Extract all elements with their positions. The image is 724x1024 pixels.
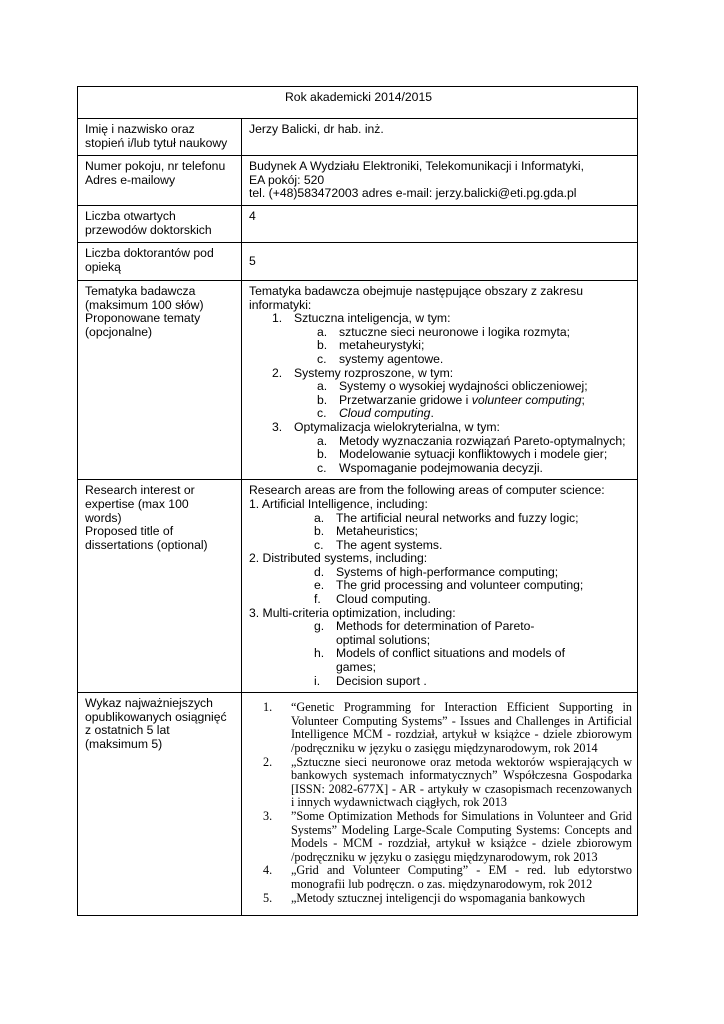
topic-group-title: 1. Artificial Intelligence, including: [249,496,428,511]
list-item: c. The agent systems. [314,537,443,552]
open-slots-value: 4 [242,206,638,243]
phd-students-label: Liczba doktorantów pod opieką [78,243,242,281]
topic-group-title: 3. Multi-criteria optimization, including: [249,605,456,620]
topics-pl-value: Tematyka badawcza obejmuje następujące obszary z zakresu informatyki: 1. Sztuczna inteligencja, w tym: a. sztuczne sieci neuronowe i logika rozmyta; b. metaheurystyki; c. systemy agentowe. 2. Systemy rozproszone, w tym: a. Systemy o wysokiej wydajności obliczeniowej; b. Przetwarzanie gridowe i volunteer computing; c. Cloud computing. 3. Optymalizacja wielokryterialna, w tym: a. Metody wyznaczania rozwiązań Pareto-optymalnych; b. Modelowanie sytuacji konfliktowych i modele gier; c. Wspomaganie podejmowania decyzji. [242,281,638,480]
list-item: c. Cloud computing. [317,406,434,421]
topics-pl-label: Tematyka badawcza (maksimum 100 słów) Proponowane tematy (opcjonalne) [78,281,242,480]
list-item: c. Wspomaganie podejmowania decyzji. [317,460,543,475]
publications-value [242,693,638,916]
list-item: c. systemy agentowe. [317,351,444,366]
open-slots-label: Liczba otwartych przewodów doktorskich [78,206,242,243]
list-item: g. Methods for determination of Pareto-optimal solutions; [314,619,535,647]
topics-en-label: Research interest or expertise (max 100 words) Proposed title of dissertations (optional) [78,480,242,693]
topics-pl-list [249,312,632,475]
list-item: d. Systems of high-performance computing; [314,564,559,579]
publication-item: 5. „Metody sztucznej inteligencji do wspomagania bankowych [263,890,586,905]
topic-group: 2. Systemy rozproszone, w tym: a. Systemy o wysokiej wydajności obliczeniowej; b. Przetwarzanie gridowe i volunteer computing; c. Cloud computing. [294,367,632,421]
name-label: Imię i nazwisko oraz stopień i/lub tytuł naukowy [78,119,242,156]
topic-group-title: 2. Distributed systems, including: [249,551,428,566]
phd-students-value: 5 [242,243,638,281]
list-item: a. sztuczne sieci neuronowe i logika rozmyta; [317,324,570,339]
contact-value: Budynek A Wydziału Elektroniki, Telekomunikacji i Informatyki, EA pokój: 520 tel. (+48)583472003 adres e-mail: jerzy.balicki@eti.pg.gda.pl [242,156,638,206]
publication-item: 1. “Genetic Programming for Interaction Efficient Supporting in Volunteer Computing Systems” - Issues and Challenges in Artificial Intelligence MCM - rozdział, artykuł w książce - dziele zbiorowym /podręczniku w języku o zasięgu międzynarodowym, rok 2014 [263,700,632,755]
topic-group: 3. Optymalizacja wielokryterialna, w tym: a. Metody wyznaczania rozwiązań Pareto-optymalnych; b. Modelowanie sytuacji konfliktowych i modele gier; c. Wspomaganie podejmowania decyzji. [294,421,632,475]
phd-supervisor-form-table [77,86,638,916]
phone-email: tel. (+48)583472003 adres e-mail: jerzy.balicki@eti.pg.gda.pl [249,186,577,201]
topics-en-value: Research areas are from the following areas of computer science: 1. Artificial Intelligence, including: a. The artificial neural networks and fuzzy logic; b. Metaheuristics; c. The agent systems. 2. Distributed systems, including: d. Systems of high-performance computing; e. The grid processing and volunteer computing; f. Cloud computing. 3. Multi-criteria optimization, including: g. Methods for determination of Pareto-optimal solutions; h. Models of conflict situations and models of games; i. Decision suport . [242,480,638,693]
list-item: b. metaheurystyki; [317,338,425,353]
publication-item: 4. „Grid and Volunteer Computing” - EM - red. lub edytorstwo monografii lub podręczn. o zas. międzynarodowym, rok 2012 [263,863,632,891]
publications-list [249,701,632,905]
academic-year-header: Rok akademicki 2014/2015 [78,87,638,119]
list-item: b. Modelowanie sytuacji konfliktowych i modele gier; [317,447,608,462]
list-item: b. Metaheuristics; [314,524,418,539]
list-item: e. The grid processing and volunteer computing; [314,578,584,593]
name-value: Jerzy Balicki, dr hab. inż. [242,119,638,156]
list-item: i. Decision suport . [314,673,427,688]
list-item: a. Systemy o wysokiej wydajności obliczeniowej; [317,379,588,394]
publications-label: Wykaz najważniejszych opublikowanych osiągnięć z ostatnich 5 lat (maksimum 5) [78,693,242,916]
topic-group: 1. Sztuczna inteligencja, w tym: a. sztuczne sieci neuronowe i logika rozmyta; b. metaheurystyki; c. systemy agentowe. [294,312,632,366]
list-item: h. Models of conflict situations and models of games; [314,646,565,675]
list-item: a. Metody wyznaczania rozwiązań Pareto-optymalnych; [317,433,626,448]
list-item: f. Cloud computing. [314,592,431,607]
list-item: a. The artificial neural networks and fuzzy logic; [314,510,579,525]
publication-item: 2. „Sztuczne sieci neuronowe oraz metoda wektorów wspierających w bankowych systemach informatycznych” Współczesna Gospodarka [ISSN: 2082-677X] - AR - artykuły w czasopismach recenzowanych i innych wydawnictwach ciągłych, rok 2013 [263,754,632,810]
contact-label: Numer pokoju, nr telefonu Adres e-mailowy [78,156,242,206]
publication-item: 3. ”Some Optimization Methods for Simulations in Volunteer and Grid Systems” Modeling Large-Scale Computing Systems: Concepts and Models - MCM - rozdział, artykuł w książce - dziele zbiorowym /podręczniku w języku o zasięgu międzynarodowym, rok 2013 [263,808,632,864]
list-item: b. Przetwarzanie gridowe i volunteer computing; [317,392,585,407]
